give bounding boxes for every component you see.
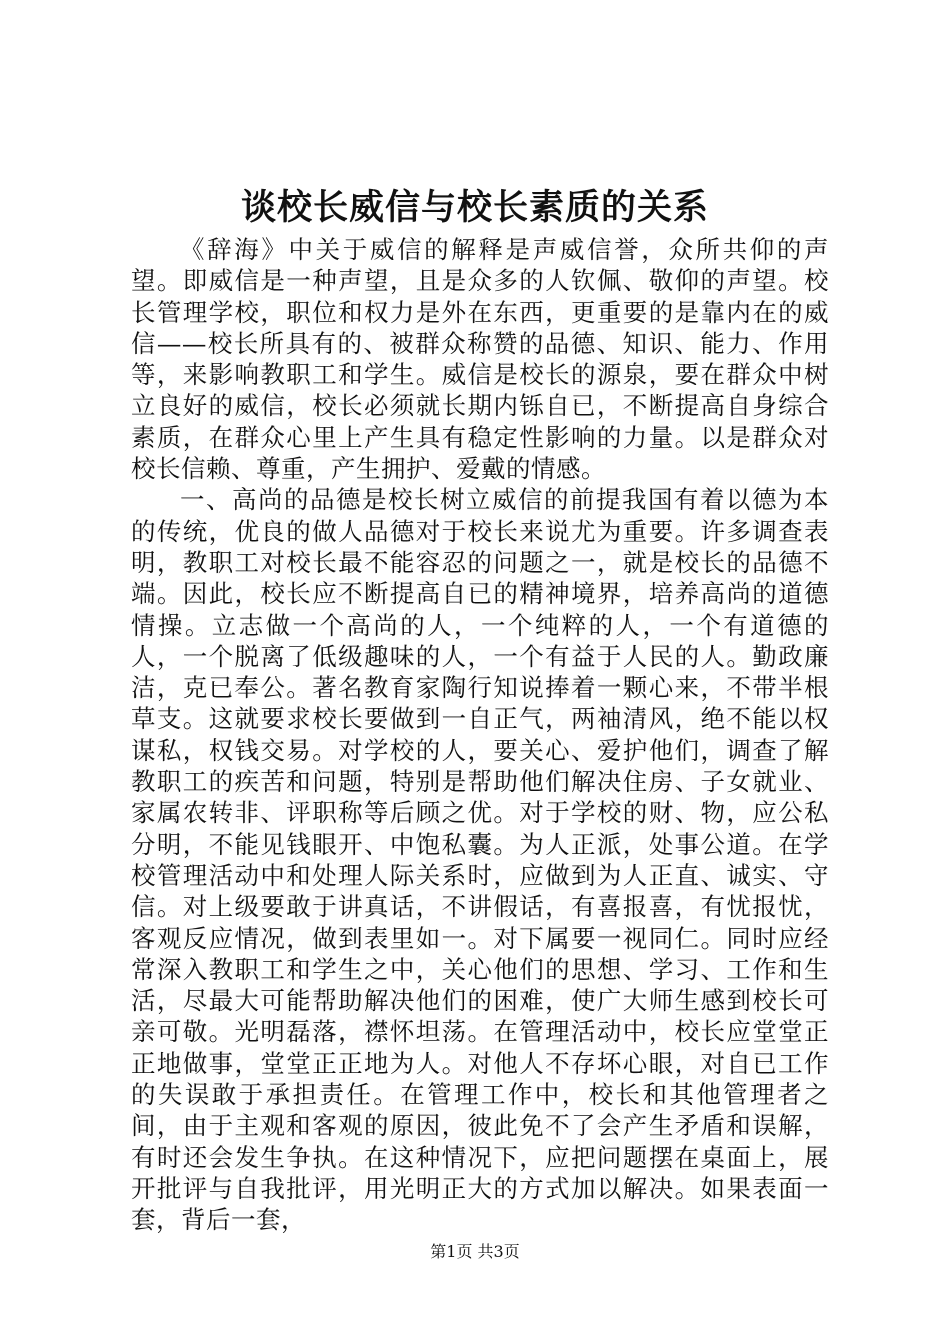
- paragraph-section-one: 一、高尚的品德是校长树立威信的前提我国有着以德为本的传统，优良的做人品德对于校长来说尤为重要。许多调查表明，教职工对校长最不能容忍的问题之一，就是校长的品德不端。因此，校长应不断提高自已的精神境界，培养高尚的道德情操。立志做一个高尚的人，一个纯粹的人，一个有道德的人，一个脱离了低级趣味的人，一个有益于人民的人。勤政廉洁，克已奉公。著名教育家陶行知说捧着一颗心来，不带半根草支。这就要求校长要做到一自正气，两袖清风，绝不能以权谋私，权钱交易。对学校的人，要关心、爱护他们，调查了解教职工的疾苦和问题，特别是帮助他们解决住房、子女就业、家属农转非、评职称等后顾之优。对于学校的财、物，应公私分明，不能见钱眼开、中饱私囊。为人正派，处事公道。在学校管理活动中和处理人际关系时，应做到为人正直、诚实、守信。对上级要敢于讲真话，不讲假话，有喜报喜，有忧报忧，客观反应情况，做到表里如一。对下属要一视同仁。同时应经常深入教职工和学生之中，关心他们的思想、学习、工作和生活，尽最大可能帮助解决他们的困难，使广大师生感到校长可亲可敬。光明磊落，襟怀坦荡。在管理活动中，校长应堂堂正正地做事，堂堂正正地为人。对他人不存坏心眼，对自已工作的失误敢于承担责任。在管理工作中，校长和其他管理者之间，由于主观和客观的原因，彼此免不了会产生矛盾和误解，有时还会发生争执。在这种情况下，应把问题摆在桌面上，展开批评与自我批评，用光明正大的方式加以解决。如果表面一套，背后一套，: [131, 485, 829, 1235]
- document-body: [131, 234, 829, 1236]
- paragraph-intro: 《辞海》中关于威信的解释是声威信誉，众所共仰的声望。即威信是一种声望，且是众多的人钦佩、敬仰的声望。校长管理学校，职位和权力是外在东西，更重要的是靠内在的威信——校长所具有的、被群众称赞的品德、知识、能力、作用等，来影响教职工和学生。威信是校长的源泉，要在群众中树立良好的威信，校长必须就长期内铄自已，不断提高自身综合素质，在群众心里上产生具有稳定性影响的力量。以是群众对校长信赖、尊重，产生拥护、爱戴的情感。: [131, 235, 829, 484]
- document-title: 谈校长威信与校长素质的关系: [240, 187, 709, 228]
- page-number-footer: 第1页 共3页: [430, 1242, 520, 1261]
